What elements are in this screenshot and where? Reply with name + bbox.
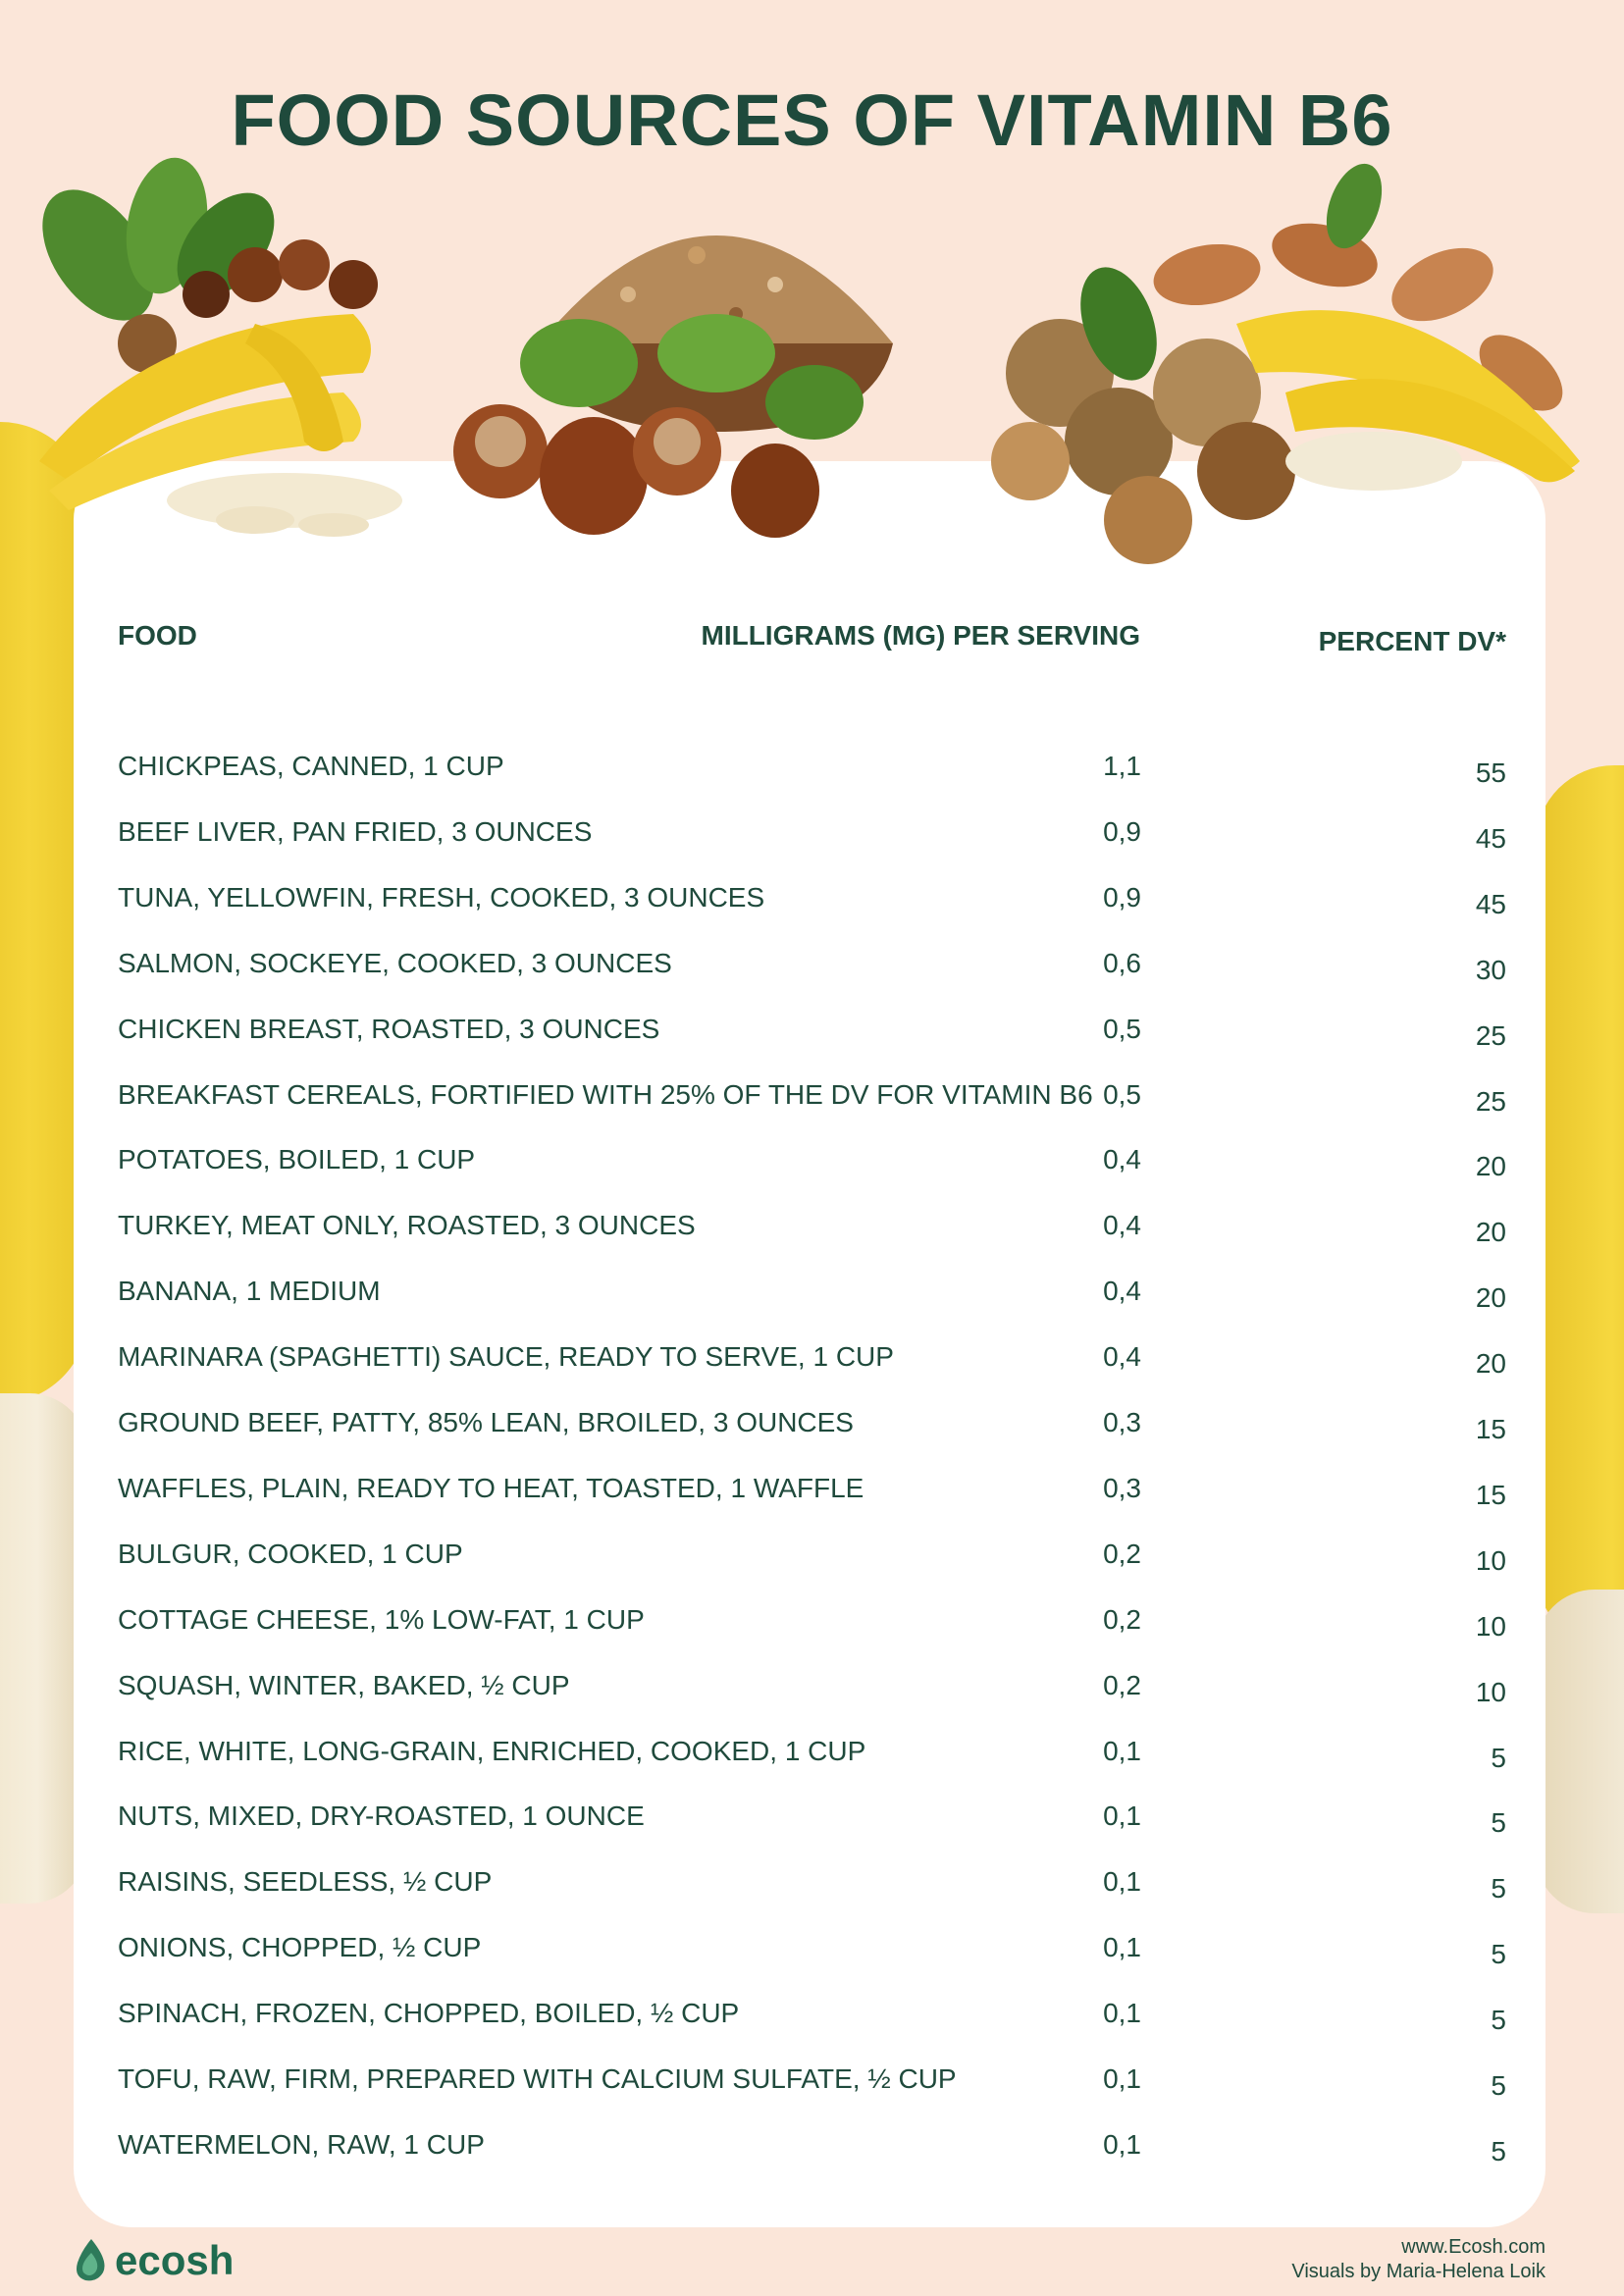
table-row: [0, 816, 1624, 875]
table-row: [0, 2129, 1624, 2188]
mg-value: 0,4: [1103, 1210, 1141, 1241]
column-header-mg: MILLIGRAMS (MG) PER SERVING: [701, 620, 1140, 651]
dv-value: 5: [1491, 1939, 1506, 1970]
dv-value: 55: [1475, 757, 1506, 788]
food-name: BULGUR, COOKED, 1 CUP: [118, 1538, 463, 1569]
dv-value: 20: [1475, 1282, 1506, 1314]
mg-value: 0,1: [1103, 1800, 1141, 1832]
dv-value: 30: [1475, 954, 1506, 985]
mg-value: 1,1: [1103, 751, 1141, 781]
table-row: [0, 1736, 1624, 1795]
mg-value: 0,1: [1103, 1735, 1141, 1766]
dv-value: 25: [1475, 1085, 1506, 1117]
table-row: [0, 1144, 1624, 1203]
food-name: CHICKPEAS, CANNED, 1 CUP: [118, 751, 504, 781]
table-row: [0, 1670, 1624, 1729]
dv-value: 20: [1475, 1151, 1506, 1182]
dv-value: 45: [1475, 822, 1506, 854]
dv-value: 20: [1475, 1348, 1506, 1380]
mg-value: 0,4: [1103, 1341, 1141, 1373]
logo-text: ecosh: [115, 2237, 235, 2283]
table-row: [0, 751, 1624, 809]
table-row: [0, 1341, 1624, 1400]
mg-value: 0,1: [1103, 1932, 1141, 1963]
table-row: [0, 1932, 1624, 1991]
column-header-dv: PERCENT DV*: [1318, 626, 1506, 656]
mg-value: 0,1: [1103, 1866, 1141, 1898]
dv-value: 45: [1475, 888, 1506, 919]
food-name: GROUND BEEF, PATTY, 85% LEAN, BROILED, 3 OUNCES: [118, 1407, 854, 1437]
food-name: RAISINS, SEEDLESS, ½ CUP: [118, 1866, 493, 1898]
mg-value: 0,3: [1103, 1407, 1141, 1437]
food-name: TOFU, RAW, FIRM, PREPARED WITH CALCIUM SULFATE, ½ CUP: [118, 2063, 957, 2094]
dv-value: 5: [1491, 2070, 1506, 2101]
mg-value: 0,1: [1103, 2063, 1141, 2094]
food-name: SQUASH, WINTER, BAKED, ½ CUP: [118, 1669, 570, 1700]
dv-value: 20: [1475, 1217, 1506, 1248]
table-row: [0, 1998, 1624, 2057]
mg-value: 0,1: [1103, 2128, 1141, 2160]
food-name: BANANA, 1 MEDIUM: [118, 1276, 381, 1307]
table-row: [0, 1210, 1624, 1269]
ecosh-logo-icon: [74, 2239, 109, 2282]
table-row: [0, 1604, 1624, 1663]
food-name: RICE, WHITE, LONG-GRAIN, ENRICHED, COOKED, 1 CUP: [118, 1735, 866, 1766]
food-name: POTATOES, BOILED, 1 CUP: [118, 1144, 476, 1175]
footer-credits: [1291, 2235, 1545, 2284]
food-name: WATERMELON, RAW, 1 CUP: [118, 2128, 485, 2160]
ecosh-logo: [74, 2237, 234, 2284]
mg-value: 0,2: [1103, 1538, 1141, 1569]
food-name: BEEF LIVER, PAN FRIED, 3 OUNCES: [118, 815, 593, 847]
food-name: CHICKEN BREAST, ROASTED, 3 OUNCES: [118, 1013, 660, 1044]
dv-value: 10: [1475, 1544, 1506, 1576]
food-name: SALMON, SOCKEYE, COOKED, 3 OUNCES: [118, 947, 672, 978]
visual-credit: Visuals by Maria-Helena Loik: [1291, 2261, 1545, 2282]
dv-value: 15: [1475, 1479, 1506, 1510]
dv-value: 15: [1475, 1414, 1506, 1444]
food-name: ONIONS, CHOPPED, ½ CUP: [118, 1932, 482, 1963]
dv-value: 10: [1475, 1610, 1506, 1642]
mg-value: 0,4: [1103, 1144, 1141, 1175]
mg-value: 0,2: [1103, 1603, 1141, 1635]
table-row: [0, 1539, 1624, 1597]
mg-value: 0,1: [1103, 1998, 1141, 2029]
table-row: [0, 1407, 1624, 1466]
food-name: WAFFLES, PLAIN, READY TO HEAT, TOASTED, 1 WAFFLE: [118, 1472, 864, 1503]
website-link[interactable]: www.Ecosh.com: [1401, 2236, 1545, 2258]
food-name: MARINARA (SPAGHETTI) SAUCE, READY TO SERVE, 1 CUP: [118, 1341, 894, 1373]
mg-value: 0,5: [1103, 1078, 1141, 1110]
dv-value: 5: [1491, 1807, 1506, 1839]
table-row: [0, 1014, 1624, 1072]
table-row: [0, 1866, 1624, 1925]
mg-value: 0,3: [1103, 1472, 1141, 1503]
column-header-food: FOOD: [118, 620, 197, 651]
table-row: [0, 948, 1624, 1007]
food-name: COTTAGE CHEESE, 1% LOW-FAT, 1 CUP: [118, 1603, 645, 1635]
dv-value: 10: [1475, 1676, 1506, 1707]
food-name: BREAKFAST CEREALS, FORTIFIED WITH 25% OF THE DV FOR VITAMIN B6: [118, 1078, 1093, 1110]
mg-value: 0,9: [1103, 815, 1141, 847]
table-row: [0, 1079, 1624, 1138]
mg-value: 0,4: [1103, 1276, 1141, 1307]
dv-value: 5: [1491, 2005, 1506, 2036]
table-row: [0, 1473, 1624, 1532]
table-row: [0, 882, 1624, 941]
dv-value: 5: [1491, 1742, 1506, 1773]
dv-value: 5: [1491, 1873, 1506, 1905]
table-row: [0, 2063, 1624, 2122]
food-name: TURKEY, MEAT ONLY, ROASTED, 3 OUNCES: [118, 1210, 696, 1241]
mg-value: 0,5: [1103, 1013, 1141, 1044]
table-row: [0, 1276, 1624, 1334]
mg-value: 0,6: [1103, 947, 1141, 978]
mg-value: 0,2: [1103, 1669, 1141, 1700]
food-name: NUTS, MIXED, DRY-ROASTED, 1 OUNCE: [118, 1800, 645, 1832]
food-name: TUNA, YELLOWFIN, FRESH, COOKED, 3 OUNCES: [118, 881, 765, 913]
food-name: SPINACH, FROZEN, CHOPPED, BOILED, ½ CUP: [118, 1998, 740, 2029]
table-row: [0, 1800, 1624, 1859]
mg-value: 0,9: [1103, 881, 1141, 913]
dv-value: 5: [1491, 2135, 1506, 2166]
page-title: FOOD SOURCES OF VITAMIN B6: [231, 79, 1393, 161]
dv-value: 25: [1475, 1019, 1506, 1051]
